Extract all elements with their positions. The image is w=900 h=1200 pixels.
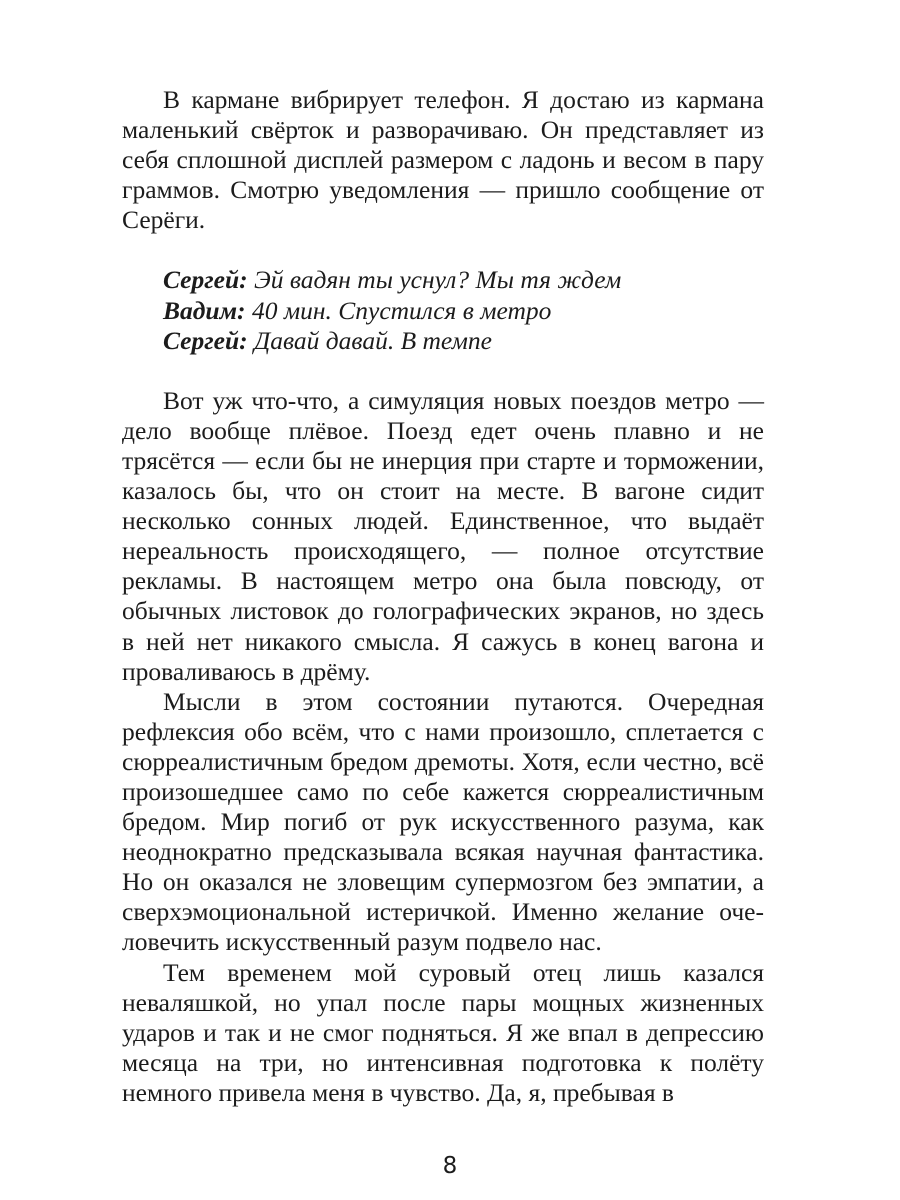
- chat-speaker-3: Сергей:: [163, 325, 248, 355]
- page-text-block: [122, 85, 764, 1108]
- paragraph-1: В кармане вибрирует телефон. Я достаю из кармана маленький свёрток и разворачиваю. Он представляет из себя сплошной дисплей размером с ладонь и весом в пару граммов. Смотрю уведомления — пришло сообщение от Серёги.: [122, 85, 764, 235]
- chat-line-3: [163, 326, 764, 356]
- page-number: 8: [442, 1153, 458, 1179]
- chat-speaker-2: Вадим:: [163, 295, 246, 325]
- chat-text-1: Эй вадян ты уснул? Мы тя ждем: [247, 265, 622, 295]
- paragraph-4: Тем временем мой суровый отец лишь казался неваляшкой, но упал после пары мощных жизненных ударов и так и не смог подняться. Я же впал в депрессию месяца на три, но интенсивная подготовка к полёту немного привела меня в чувство. Да, я, пребывая в: [122, 957, 764, 1107]
- chat-text-2: 40 мин. Спустился в метро: [245, 295, 552, 325]
- chat-speaker-1: Сергей:: [163, 265, 248, 295]
- chat-line-1: [163, 265, 764, 295]
- chat-text-3: Давай давай. В темпе: [247, 325, 492, 355]
- paragraph-3: Мысли в этом состоянии путаются. Очередная рефлексия обо всём, что с нами произошло, сплетается с сюрреалистичным бредом дремоты. Хотя, если честно, всё произошедшее само по себе кажется сюрреалистичным бредом. Мир погиб от рук искусственного разума, как неоднократно предсказывала всякая научная фантастика. Но он оказался не зловещим супермозгом без эмпатии, а сверхэмоциональной истеричкой. Именно желание оче-ловечить искусственный разум подвело нас.: [122, 686, 764, 957]
- chat-line-2: [163, 296, 764, 326]
- paragraph-2: Вот уж что-что, а симуляция новых поездов метро — дело вообще плёвое. Поезд едет очень плавно и не трясётся — если бы не инерция при старте и торможении, казалось бы, что он стоит на месте. В вагоне сидит несколько сонных людей. Единственное, что выдаёт нереальность происходящего, — полное отсутствие рекламы. В настоящем метро она была повсюду, от обычных листовок до голографических экранов, но здесь в ней нет никакого смысла. Я сажусь в конец вагона и проваливаюсь в дрёму.: [122, 385, 764, 686]
- chat-messages: [122, 265, 764, 355]
